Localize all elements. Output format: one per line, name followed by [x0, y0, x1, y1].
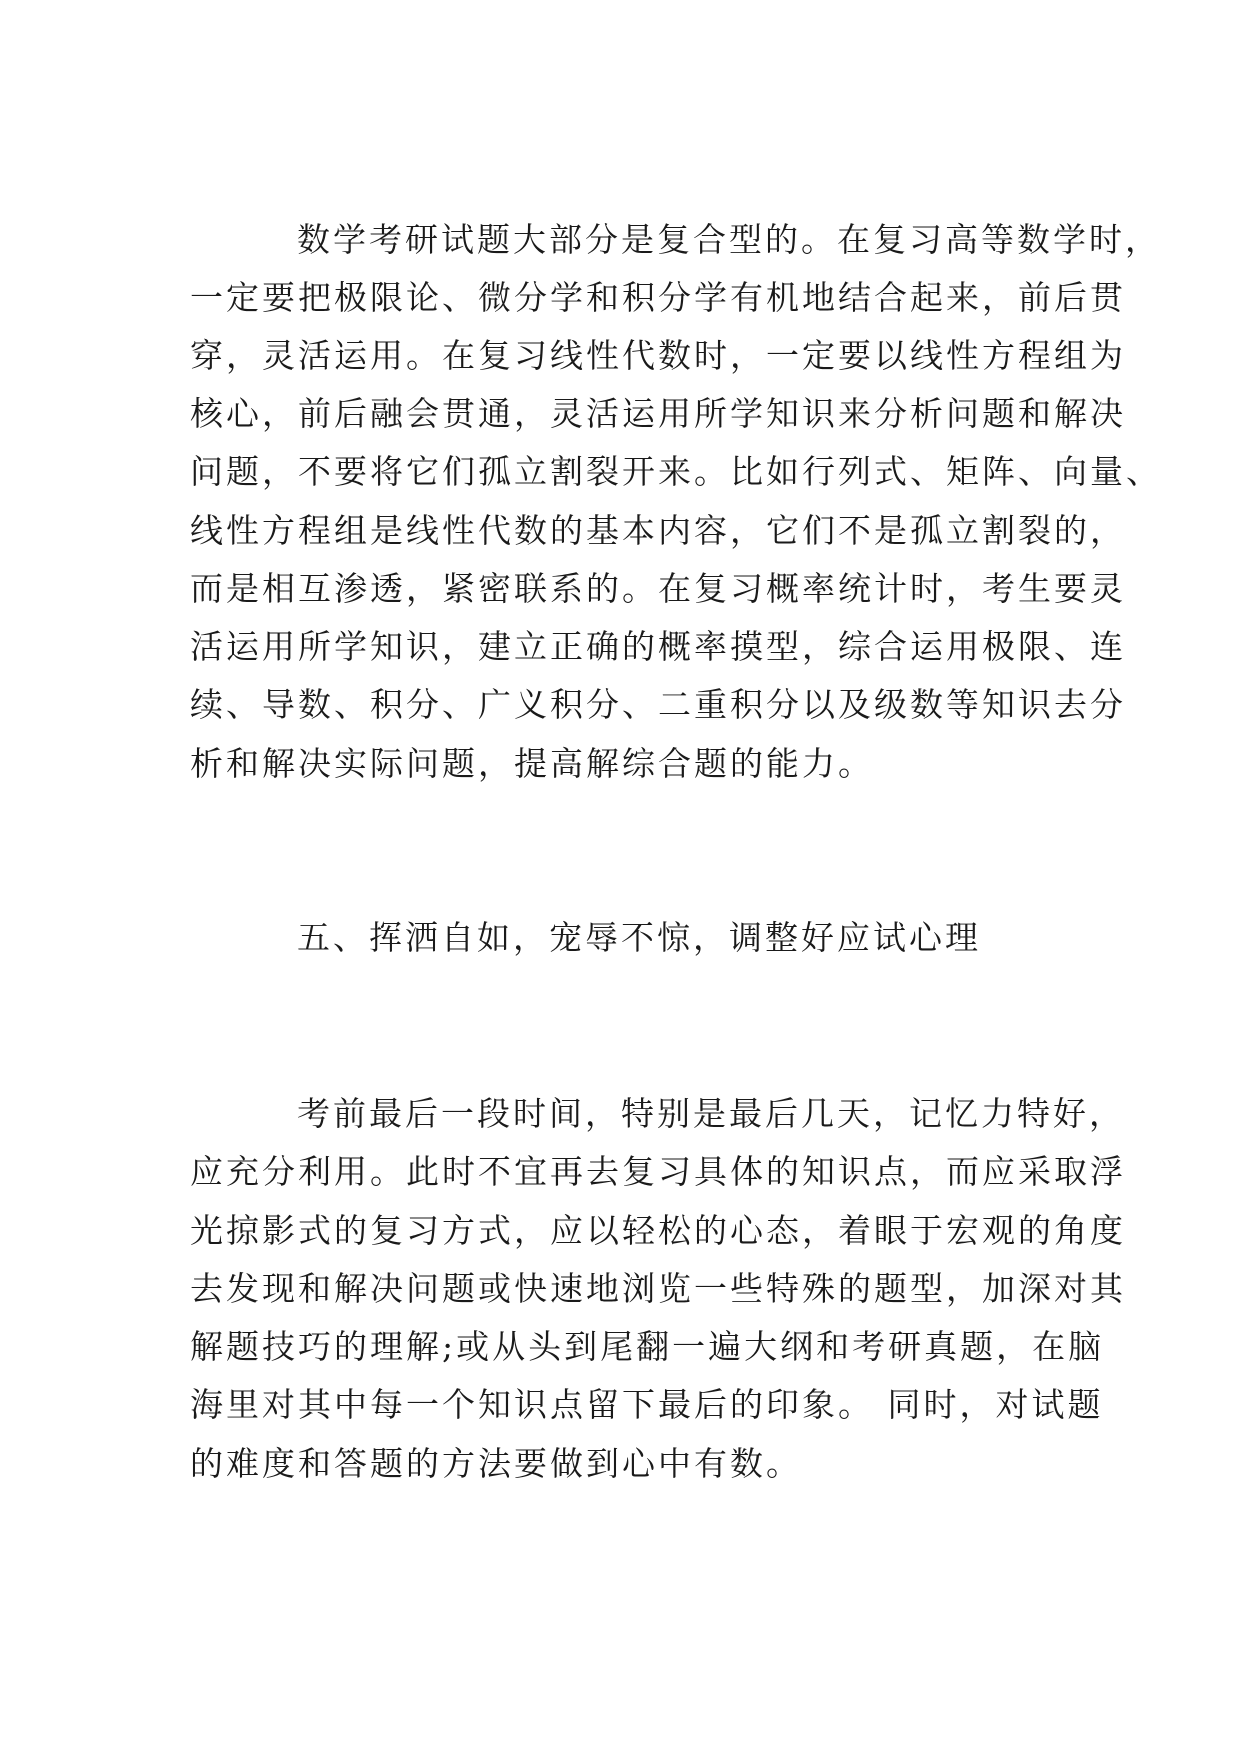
- paragraph-1-line-6: 线性方程组是线性代数的基本内容，它们不是孤立割裂的，: [190, 511, 1126, 550]
- paragraph-1-line-3: 穿，灵活运用。在复习线性代数时，一定要以线性方程组为: [190, 336, 1126, 375]
- paragraph-1-line-8: 活运用所学知识，建立正确的概率摸型，综合运用极限、连: [190, 627, 1126, 666]
- paragraph-1-line-7: 而是相互渗透，紧密联系的。在复习概率统计时，考生要灵: [190, 569, 1126, 608]
- paragraph-1-line-9: 续、导数、积分、广义积分、二重积分以及级数等知识去分: [190, 685, 1126, 724]
- paragraph-1-line-4: 核心，前后融会贯通，灵活运用所学知识来分析问题和解决: [190, 394, 1126, 433]
- paragraph-2-line-4: 去发现和解决问题或快速地浏览一些特殊的题型，加深对其: [190, 1269, 1126, 1308]
- paragraph-1-line-5: 问题，不要将它们孤立割裂开来。比如行列式、矩阵、向量、: [190, 452, 1162, 491]
- paragraph-2-line-1: 考前最后一段时间，特别是最后几天，记忆力特好，: [297, 1094, 1125, 1133]
- paragraph-2-line-6: 海里对其中每一个知识点留下最后的印象。 同时，对试题: [190, 1385, 1104, 1424]
- paragraph-2-line-2: 应充分利用。此时不宜再去复习具体的知识点，而应采取浮: [190, 1152, 1126, 1191]
- paragraph-2-line-7: 的难度和答题的方法要做到心中有数。: [190, 1444, 802, 1483]
- paragraph-1-line-1: 数学考研试题大部分是复合型的。在复习高等数学时，: [297, 220, 1161, 259]
- section-heading: 五、挥洒自如，宠辱不惊，调整好应试心理: [297, 918, 981, 957]
- paragraph-2-line-5: 解题技巧的理解;或从头到尾翻一遍大纲和考研真题，在脑: [190, 1327, 1105, 1366]
- paragraph-1-line-2: 一定要把极限论、微分学和积分学有机地结合起来，前后贯: [190, 278, 1126, 317]
- paragraph-1-line-10: 析和解决实际问题，提高解综合题的能力。: [190, 744, 874, 783]
- paragraph-2-line-3: 光掠影式的复习方式，应以轻松的心态，着眼于宏观的角度: [190, 1211, 1126, 1250]
